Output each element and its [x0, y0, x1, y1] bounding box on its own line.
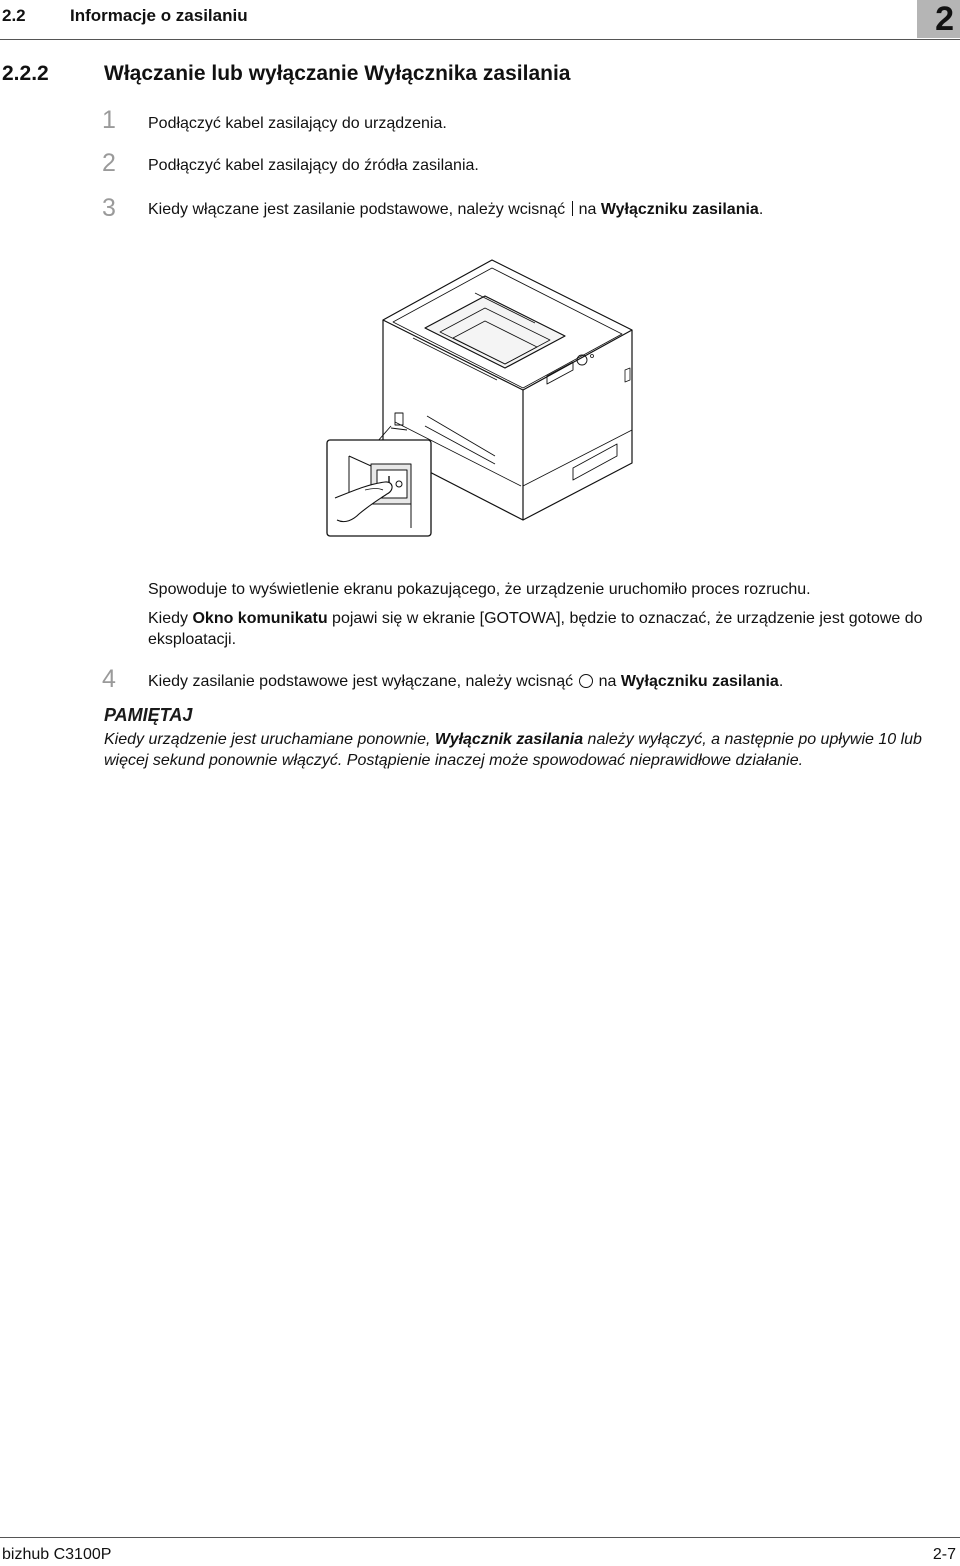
note-text: Kiedy urządzenie jest uruchamiane ponownie, Wyłącznik zasilania należy wyłączyć, a następnie po upływie 10 lub więcej sekund ponownie włączyć. Postąpienie inaczej może spowodować nieprawidłowe działanie. — [104, 731, 922, 769]
footer-page-number: 2-7 — [932, 1546, 956, 1563]
heading-title: Włączanie lub wyłączanie Wyłącznika zasilania — [104, 62, 571, 85]
footer-divider — [0, 1537, 960, 1538]
step-2-number: 2 — [102, 149, 116, 177]
page-header — [0, 0, 960, 40]
heading-number: 2.2.2 — [2, 62, 49, 85]
header-section-title: Informacje o zasilaniu — [70, 6, 248, 25]
step-3-result-1: Spowoduje to wyświetlenie ekranu pokazującego, że urządzenie uruchomiło proces rozruchu. — [148, 581, 811, 598]
step-3-text: Kiedy włączane jest zasilanie podstawowe, należy wcisnąć na Wyłączniku zasilania. — [148, 201, 764, 218]
step-3-number: 3 — [102, 194, 116, 222]
step-2-text: Podłączyć kabel zasilający do źródła zasilania. — [148, 157, 479, 174]
step-3-result-2: Kiedy Okno komunikatu pojawi się w ekranie [GOTOWA], będzie to oznaczać, że urządzenie jest gotowe do eksploatacji. — [148, 610, 923, 648]
footer-product-name: bizhub C3100P — [2, 1546, 112, 1563]
header-divider — [0, 39, 960, 40]
step-4-number: 4 — [102, 665, 116, 693]
power-off-symbol-icon — [579, 674, 593, 688]
step-4-text: Kiedy zasilanie podstawowe jest wyłączane, należy wcisnąć na Wyłączniku zasilania. — [148, 673, 784, 690]
step-1-text: Podłączyć kabel zasilający do urządzenia. — [148, 115, 447, 132]
power-on-symbol-icon — [572, 201, 573, 216]
chapter-tab — [917, 0, 960, 38]
step-1-number: 1 — [102, 106, 116, 134]
printer-power-switch-illustration — [325, 258, 635, 540]
header-section-number: 2.2 — [2, 6, 26, 25]
note-title: PAMIĘTAJ — [104, 705, 193, 725]
chapter-number: 2 — [935, 0, 954, 38]
